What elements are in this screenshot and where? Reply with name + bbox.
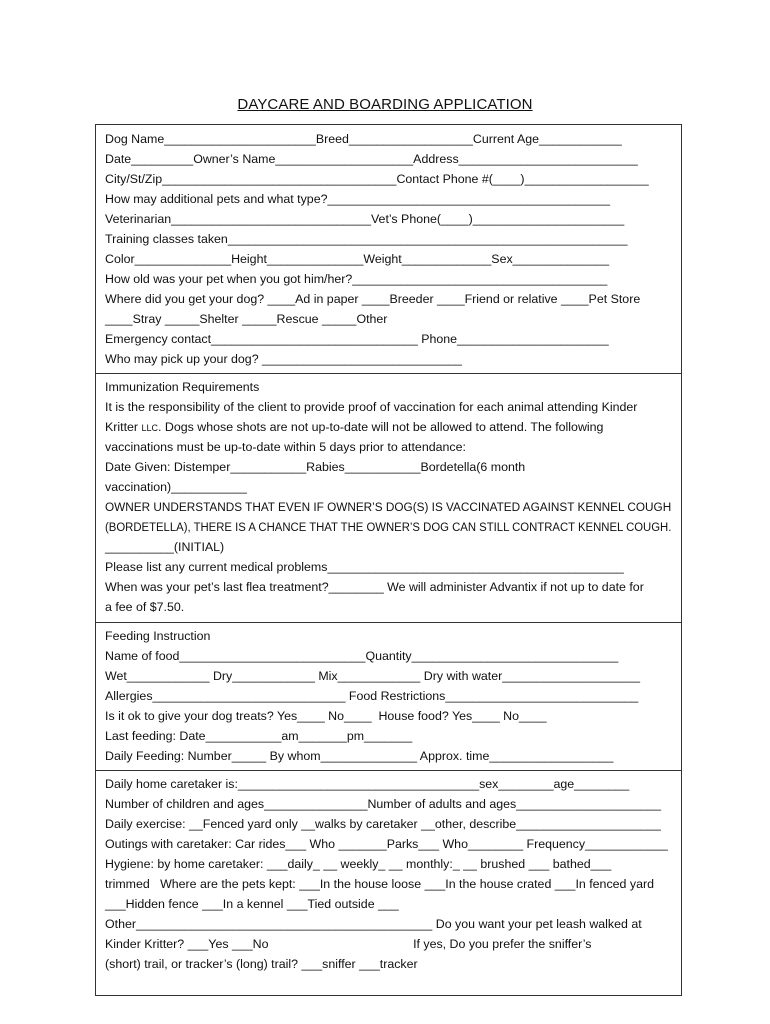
vaccination-line: vaccination)___________ — [105, 480, 247, 494]
treats-line: Is it ok to give your dog treats? Yes____ No____ House food? Yes____ No____ — [105, 709, 547, 723]
pickup-line: Who may pick up your dog? _____________________________ — [105, 352, 462, 366]
page-title: DAYCARE AND BOARDING APPLICATION — [237, 96, 533, 113]
emergency-contact-line: Emergency contact______________________________ Phone______________________ — [105, 332, 609, 346]
veterinarian-line: Veterinarian_____________________________Vet’s Phone(____)______________________ — [105, 212, 625, 226]
source-options-line: ____Stray _____Shelter _____Rescue _____Other — [105, 312, 388, 326]
llc-text: LLC — [141, 423, 159, 433]
household-line: Number of children and ages_______________Number of adults and ages_____________________ — [105, 797, 661, 811]
dog-name-line: Dog Name______________________Breed__________________Current Age____________ — [105, 132, 622, 146]
kennel-cough-warning-1: OWNER UNDERSTANDS THAT EVEN IF OWNER’S DOG(S) IS VACCINATED AGAINST KENNEL COUGH — [105, 500, 672, 514]
color-height-line: Color______________Height______________Weight_____________Sex______________ — [105, 252, 610, 266]
feeding-heading: Feeding Instruction — [105, 629, 211, 643]
immunization-text-2-end: . Dogs whose shots are not up-to-date will not be allowed to attend. The following — [158, 420, 604, 434]
training-line: Training classes taken__________________________________________________________ — [105, 232, 628, 246]
other-leash-line: Other___________________________________________ Do you want your pet leash walked at — [105, 917, 642, 931]
medical-problems-line: Please list any current medical problems___________________________________________ — [105, 560, 624, 574]
pets-kept-options-line: ___Hidden fence ___In a kennel ___Tied outside ___ — [105, 897, 399, 911]
city-contact-line: City/St/Zip__________________________________Contact Phone #(____)__________________ — [105, 172, 649, 186]
date-given-line: Date Given: Distemper___________Rabies___________Bordetella(6 month — [105, 460, 526, 474]
outings-line: Outings with caretaker: Car rides___ Who _______Parks___ Who________ Frequency____________ — [105, 837, 668, 851]
feeding-section — [95, 622, 682, 770]
immunization-text-3: vaccinations must be up-to-date within 5 days prior to attendance: — [105, 440, 466, 454]
home-care-section — [95, 770, 682, 996]
immunization-heading: Immunization Requirements — [105, 380, 260, 394]
immunization-text-1: It is the responsibility of the client to provide proof of vaccination for each animal attending Kinder — [105, 400, 638, 414]
kinder-kritter-text: Kritter — [105, 420, 142, 434]
hygiene-line: Hygiene: by home caretaker: ___daily_ __ weekly_ __ monthly:_ __ brushed ___ bathed___ — [105, 857, 612, 871]
immunization-text-2 — [105, 417, 603, 438]
caretaker-line: Daily home caretaker is:___________________________________sex________age________ — [105, 777, 630, 791]
daily-feeding-line: Daily Feeding: Number_____ By whom______________ Approx. time__________________ — [105, 749, 614, 763]
initial-line: __________(INITIAL) — [105, 540, 225, 554]
trail-line: (short) trail, or tracker’s (long) trail? ___sniffer ___tracker — [105, 957, 418, 971]
dog-info-section — [95, 124, 682, 373]
food-name-line: Name of food___________________________Quantity______________________________ — [105, 649, 619, 663]
kennel-cough-warning-2: (BORDETELLA), THERE IS A CHANCE THAT THE OWNER’S DOG CAN STILL CONTRACT KENNEL COUGH. — [105, 520, 672, 534]
food-type-line: Wet____________ Dry____________ Mix____________ Dry with water____________________ — [105, 669, 641, 683]
where-got-line: Where did you get your dog? ____Ad in paper ____Breeder ____Friend or relative ____Pet Store — [105, 292, 641, 306]
date-owner-line: Date_________Owner’s Name____________________Address__________________________ — [105, 152, 638, 166]
flea-treatment-line: When was your pet’s last flea treatment?________ We will administer Advantix if not up to date for — [105, 580, 644, 594]
allergies-line: Allergies____________________________ Food Restrictions____________________________ — [105, 689, 639, 703]
leash-walk-line: Kinder Kritter? ___Yes ___No If yes, Do you prefer the sniffer’s — [105, 937, 592, 951]
immunization-section — [95, 373, 682, 622]
age-got-line: How old was your pet when you got him/her?_____________________________________ — [105, 272, 608, 286]
exercise-line: Daily exercise: __Fenced yard only __walks by caretaker __other, describe_____________________ — [105, 817, 661, 831]
pets-kept-line: trimmed Where are the pets kept: ___In the house loose ___In the house crated ___In fenced yard — [105, 877, 654, 891]
last-feeding-line: Last feeding: Date___________am_______pm_______ — [105, 729, 413, 743]
flea-fee-line: a fee of $7.50. — [105, 600, 185, 614]
additional-pets-line: How may additional pets and what type?_________________________________________ — [105, 192, 611, 206]
